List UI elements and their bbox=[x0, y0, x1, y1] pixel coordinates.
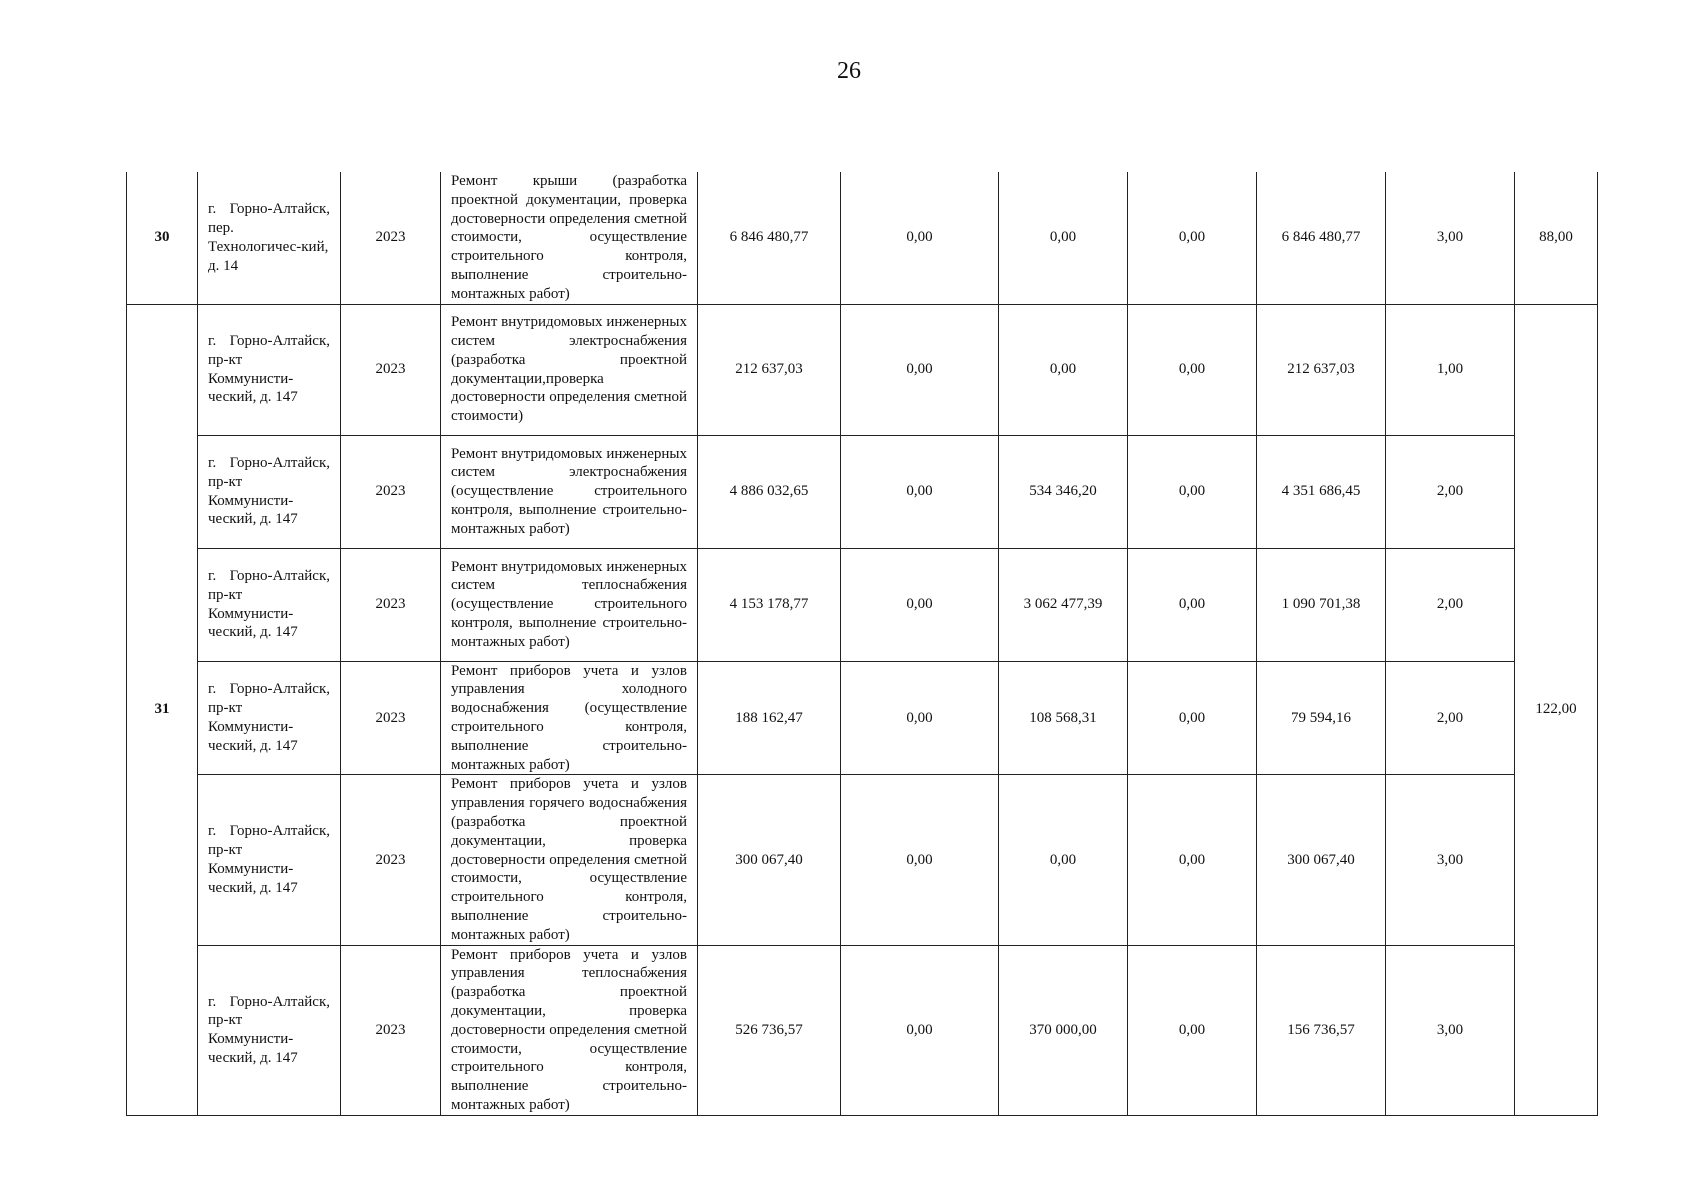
address-cell: г. Горно-Алтайск, пр-кт Коммунисти-ческий, д. 147 bbox=[198, 304, 341, 435]
amount-cell-6: 3,00 bbox=[1386, 775, 1515, 945]
work-description-cell bbox=[441, 775, 698, 945]
amount-cell-3: 108 568,31 bbox=[999, 661, 1128, 775]
work-description-cell bbox=[441, 304, 698, 435]
table-row bbox=[127, 548, 1598, 661]
amount-cell-3: 370 000,00 bbox=[999, 945, 1128, 1115]
amount-cell-6: 1,00 bbox=[1386, 304, 1515, 435]
address-cell: г. Горно-Алтайск, пр-кт Коммунисти-ческий, д. 147 bbox=[198, 435, 341, 548]
row-number: 30 bbox=[127, 172, 198, 304]
amount-cell-2: 0,00 bbox=[841, 775, 999, 945]
work-description-cell bbox=[441, 945, 698, 1115]
year-cell: 2023 bbox=[341, 775, 441, 945]
amount-cell-3: 0,00 bbox=[999, 172, 1128, 304]
amount-cell-6: 2,00 bbox=[1386, 548, 1515, 661]
year-cell: 2023 bbox=[341, 304, 441, 435]
year-cell: 2023 bbox=[341, 945, 441, 1115]
table-row bbox=[127, 304, 1598, 435]
amount-cell-4: 0,00 bbox=[1128, 548, 1257, 661]
amount-cell-4: 0,00 bbox=[1128, 661, 1257, 775]
table-row bbox=[127, 661, 1598, 775]
year-cell: 2023 bbox=[341, 661, 441, 775]
amount-cell-3: 3 062 477,39 bbox=[999, 548, 1128, 661]
amount-cell-2: 0,00 bbox=[841, 945, 999, 1115]
table-row bbox=[127, 945, 1598, 1115]
amount-cell-2: 0,00 bbox=[841, 548, 999, 661]
address-cell: г. Горно-Алтайск, пр-кт Коммунисти-ческий, д. 147 bbox=[198, 945, 341, 1115]
amount-cell-4: 0,00 bbox=[1128, 172, 1257, 304]
work-description: Ремонт внутридомовых инженерных систем электроснабжения (осуществление строительного контроля, выполнение строительно-монтажных работ) bbox=[451, 445, 687, 537]
amount-cell-5: 212 637,03 bbox=[1257, 304, 1386, 435]
amount-cell-4: 0,00 bbox=[1128, 945, 1257, 1115]
amount-cell-5: 79 594,16 bbox=[1257, 661, 1386, 775]
table-row bbox=[127, 172, 1598, 304]
year-cell: 2023 bbox=[341, 548, 441, 661]
work-description-cell bbox=[441, 548, 698, 661]
repair-schedule-table bbox=[126, 172, 1598, 1116]
amount-cell-2: 0,00 bbox=[841, 435, 999, 548]
amount-cell-2: 0,00 bbox=[841, 661, 999, 775]
address-cell: г. Горно-Алтайск, пр-кт Коммунисти-ческий, д. 147 bbox=[198, 775, 341, 945]
total-cost-cell: 4 886 032,65 bbox=[698, 435, 841, 548]
total-cost-cell: 4 153 178,77 bbox=[698, 548, 841, 661]
work-description: Ремонт крыши (разработка проектной документации, проверка достоверности определения сметной стоимости, осуществление строительного контроля, выполнение строительно-монтажных работ) bbox=[451, 173, 687, 302]
amount-cell-6: 2,00 bbox=[1386, 435, 1515, 548]
year-cell: 2023 bbox=[341, 435, 441, 548]
total-cost-cell: 212 637,03 bbox=[698, 304, 841, 435]
last-column-cell: 122,00 bbox=[1515, 304, 1598, 1115]
work-description-cell bbox=[441, 661, 698, 775]
amount-cell-5: 156 736,57 bbox=[1257, 945, 1386, 1115]
amount-cell-5: 4 351 686,45 bbox=[1257, 435, 1386, 548]
work-description-cell bbox=[441, 435, 698, 548]
amount-cell-5: 300 067,40 bbox=[1257, 775, 1386, 945]
year-cell: 2023 bbox=[341, 172, 441, 304]
last-column-cell: 88,00 bbox=[1515, 172, 1598, 304]
address-cell: г. Горно-Алтайск, пр-кт Коммунисти-ческий, д. 147 bbox=[198, 548, 341, 661]
row-number: 31 bbox=[127, 304, 198, 1115]
amount-cell-3: 0,00 bbox=[999, 775, 1128, 945]
total-cost-cell: 300 067,40 bbox=[698, 775, 841, 945]
amount-cell-2: 0,00 bbox=[841, 172, 999, 304]
page-number: 26 bbox=[837, 58, 861, 84]
amount-cell-3: 534 346,20 bbox=[999, 435, 1128, 548]
work-description: Ремонт приборов учета и узлов управления холодного водоснабжения (осуществление строительного контроля, выполнение строительно-монтажных работ) bbox=[451, 662, 687, 773]
amount-cell-5: 6 846 480,77 bbox=[1257, 172, 1386, 304]
work-description: Ремонт внутридомовых инженерных систем электроснабжения (разработка проектной документации,проверка достоверности определения сметной стоимости) bbox=[451, 314, 687, 425]
total-cost-cell: 526 736,57 bbox=[698, 945, 841, 1115]
amount-cell-4: 0,00 bbox=[1128, 775, 1257, 945]
amount-cell-4: 0,00 bbox=[1128, 304, 1257, 435]
amount-cell-2: 0,00 bbox=[841, 304, 999, 435]
work-description: Ремонт приборов учета и узлов управления теплоснабжения (разработка проектной документации, проверка достоверности определения сметной стоимости, осуществление строительного контроля, выполнение строительно-монтажных работ) bbox=[451, 946, 687, 1113]
amount-cell-6: 2,00 bbox=[1386, 661, 1515, 775]
total-cost-cell: 6 846 480,77 bbox=[698, 172, 841, 304]
table-row bbox=[127, 435, 1598, 548]
address-cell: г. Горно-Алтайск, пр-кт Коммунисти-ческий, д. 147 bbox=[198, 661, 341, 775]
work-description: Ремонт приборов учета и узлов управления горячего водоснабжения (разработка проектной документации, проверка достоверности определения сметной стоимости, осуществление строительного контроля, выполнение строительно-монтажных работ) bbox=[451, 776, 687, 943]
amount-cell-6: 3,00 bbox=[1386, 945, 1515, 1115]
amount-cell-4: 0,00 bbox=[1128, 435, 1257, 548]
address-cell: г. Горно-Алтайск, пер. Технологичес-кий, д. 14 bbox=[198, 172, 341, 304]
work-description-cell bbox=[441, 172, 698, 304]
amount-cell-5: 1 090 701,38 bbox=[1257, 548, 1386, 661]
work-description: Ремонт внутридомовых инженерных систем теплоснабжения (осуществление строительного контроля, выполнение строительно-монтажных работ) bbox=[451, 558, 687, 650]
total-cost-cell: 188 162,47 bbox=[698, 661, 841, 775]
table-row bbox=[127, 775, 1598, 945]
amount-cell-6: 3,00 bbox=[1386, 172, 1515, 304]
amount-cell-3: 0,00 bbox=[999, 304, 1128, 435]
